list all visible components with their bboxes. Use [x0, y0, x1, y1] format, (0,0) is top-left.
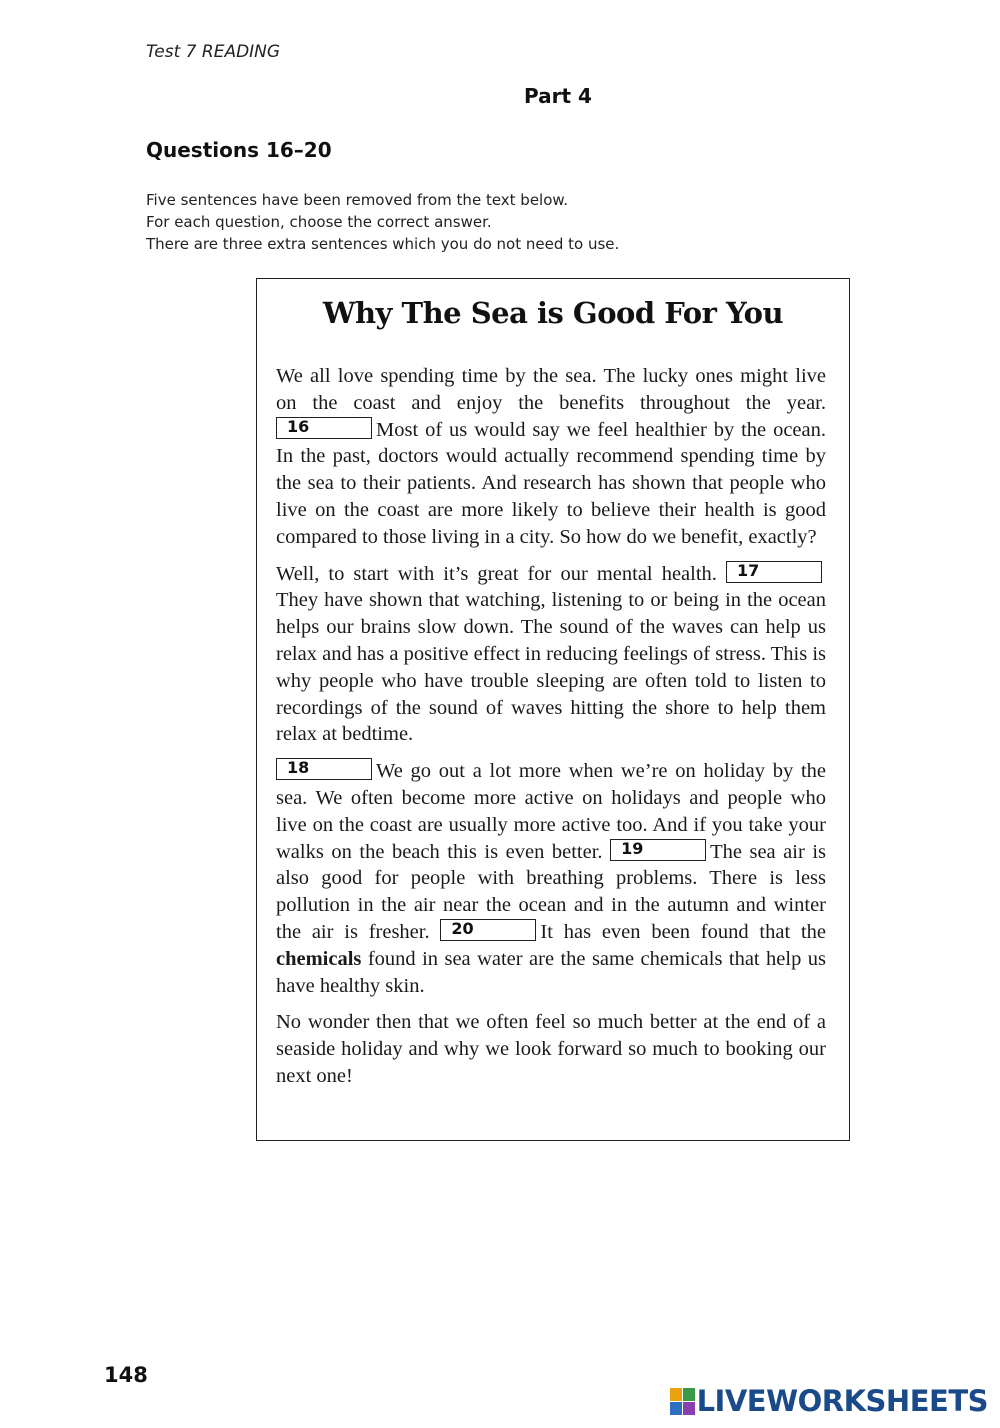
instructions [146, 189, 619, 255]
paragraph-text: The sea air is also good for people with breathing problems. There is less pollution in the air near the ocean and in the autumn and winter the air is fresher. [276, 840, 826, 943]
article-box [256, 278, 850, 1141]
gap-number: 16 [287, 416, 310, 436]
gap-19-answer-box[interactable] [610, 839, 706, 861]
paragraph-text: Well, to start with it’s great for our mental health. [276, 562, 717, 585]
highlighted-word: chemicals [276, 947, 362, 970]
instruction-line: For each question, choose the correct answer. [146, 213, 492, 231]
gap-number: 17 [737, 560, 760, 580]
instruction-line: There are three extra sentences which you do not need to use. [146, 235, 620, 253]
article-body [276, 363, 826, 1100]
paragraph-text: Most of us would say we feel healthier by the ocean. In the past, doctors would actually recommend spending time by the sea to their patients. And research has shown that people who live on the coast are more likely to believe their health is good compared to those living in a city. So how do we benefit, exactly? [276, 418, 826, 548]
gap-20-answer-box[interactable] [440, 919, 536, 941]
gap-number: 19 [621, 838, 644, 858]
gap-17-answer-box[interactable] [726, 561, 822, 583]
paragraph-text: We go out a lot more when we’re on holiday by the sea. We often become more active on holidays and people who live on the coast are usually more active too. And if you take your walks on the beach this is even better. [276, 760, 826, 863]
paragraph-3 [276, 758, 826, 999]
liveworksheets-watermark [670, 1384, 988, 1418]
paragraph-text: They have shown that watching, listening to or being in the ocean helps our brains slow down. The sound of the waves can help us relax and has a positive effect in reducing feelings of stress. This is why people who have trouble sleeping are often told to listen to recordings of the sound of waves hitting the shore to help them relax at bedtime. [276, 589, 826, 746]
article-title: Why The Sea is Good For You [322, 296, 784, 330]
paragraph-text: We all love spending time by the sea. The lucky ones might live on the coast and enjoy the benefits throughout the year. [276, 365, 826, 414]
paragraph-text: found in sea water are the same chemicals that help us have healthy skin. [276, 947, 827, 997]
gap-18-answer-box[interactable] [276, 758, 372, 780]
watermark-text: LIVEWORKSHEETS [696, 1384, 988, 1418]
page-number: 148 [104, 1363, 148, 1387]
paragraph-text: It has even been found that the [540, 920, 826, 943]
gap-number: 20 [451, 918, 474, 938]
paragraph-4: No wonder then that we often feel so much better at the end of a seaside holiday and why we look forward so much to booking our next one! [276, 1011, 826, 1087]
questions-heading: Questions 16–20 [146, 138, 332, 162]
liveworksheets-logo-icon [670, 1388, 695, 1415]
test-label: Test 7 READING [146, 42, 281, 62]
gap-number: 18 [287, 758, 310, 778]
paragraph-1 [276, 363, 826, 551]
gap-16-answer-box[interactable] [276, 417, 372, 439]
instruction-line: Five sentences have been removed from the text below. [146, 191, 569, 209]
paragraph-2 [276, 561, 826, 749]
part-title: Part 4 [524, 84, 592, 108]
